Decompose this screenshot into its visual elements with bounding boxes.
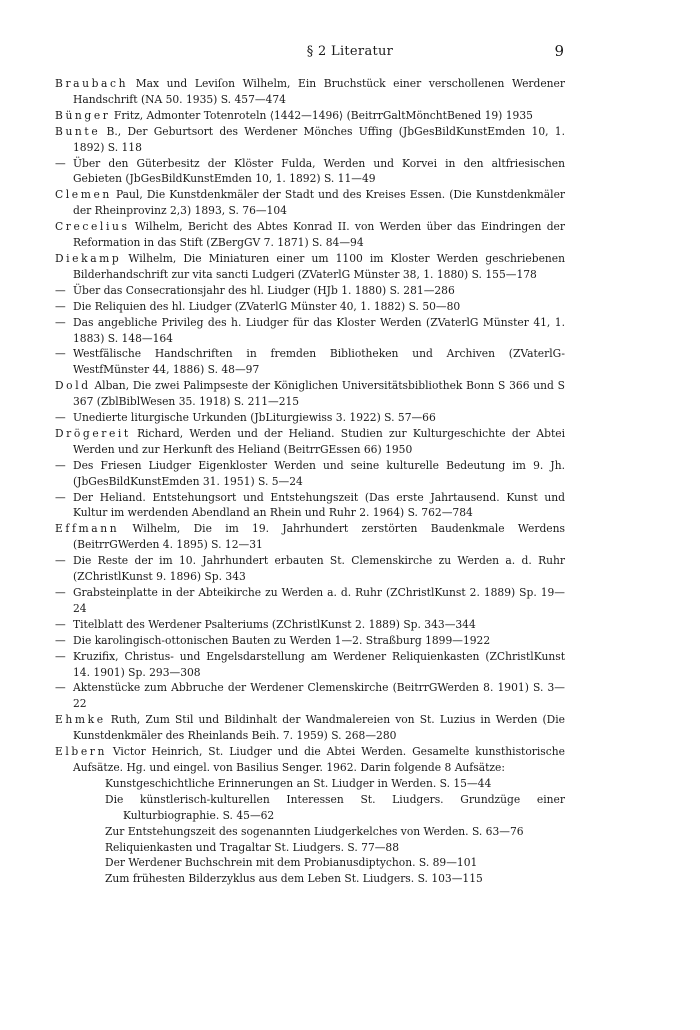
entry-text: Unedierte liturgische Urkunden (JbLiturgiewiss 3. 1922) S. 57—66 xyxy=(73,411,436,425)
bibliography-subentry xyxy=(55,553,565,585)
bibliography-entry xyxy=(55,521,565,553)
author-surname: Clemen xyxy=(55,188,112,202)
page-number: 9 xyxy=(554,42,564,60)
entry-text: Aktenstücke zum Abbruche der Werdener Clemenskirche (BeitrrGWerden 8. 1901) S. 3—22 xyxy=(73,681,565,711)
bibliography-subentry xyxy=(55,410,565,426)
entry-text: Wilhelm, Die im 19. Jahrhundert zerstörten Baudenkmale Werdens (BeitrrGWerden 4. 1895) S. 12—31 xyxy=(73,522,565,552)
bibliography-entry xyxy=(55,108,565,124)
ditto-dash: — xyxy=(55,315,66,329)
ditto-dash: — xyxy=(55,649,66,663)
contents-item: Der Werdener Buchschrein mit dem Probianusdiptychon. S. 89—101 xyxy=(105,856,478,870)
contents-item: Reliquienkasten und Tragaltar St. Liudgers. S. 77—88 xyxy=(105,840,400,854)
entry-text: Grabsteinplatte in der Abteikirche zu Werden a. d. Ruhr (ZChristlKunst 2. 1889) Sp. 19—24 xyxy=(73,586,565,615)
contents-item: Kunstgeschichtliche Erinnerungen an St. Liudger in Werden. S. 15—44 xyxy=(105,776,492,790)
author-surname: Diekamp xyxy=(55,251,122,265)
entry-text: Des Friesen Liudger Eigenkloster Werden und seine kulturelle Bedeutung im 9. Jh. (JbGesBildKunstEmden 31. 1951) S. 5—24 xyxy=(73,458,565,488)
author-surname: Effmann xyxy=(55,522,120,536)
contents-item: Zur Entstehungszeit des sogenannten Liudgerkelches von Werden. S. 63—76 xyxy=(105,824,524,838)
bibliography-subentry xyxy=(55,490,565,522)
entry-text: Max und Leviſon Wilhelm, Ein Bruchstück einer verschollenen Werdener Handschrift (NA 50. 1935) S. 457—474 xyxy=(73,77,565,106)
bibliography-subentry xyxy=(55,633,565,649)
ditto-dash: — xyxy=(55,633,66,647)
ditto-dash: — xyxy=(55,458,66,472)
entry-text: Victor Heinrich, St. Liudger und die Abtei Werden. Gesamelte kunsthistorische Aufsätze. Hg. und eingel. von Basilius Senger. 1962. Darin folgende 8 Aufsätze: xyxy=(73,745,565,774)
bibliography-subentry xyxy=(55,346,565,378)
ditto-dash: — xyxy=(55,490,66,504)
bibliography-subentry xyxy=(55,649,565,681)
entry-text: Kruzifix, Christus- und Engelsdarstellung am Werdener Reliquienkasten (ZChristlKunst 14. 1901) Sp. 293—308 xyxy=(73,649,565,679)
entry-text: Der Heliand. Entstehungsort und Entstehungszeit (Das erste Jahrtausend. Kunst und Kultur im werdenden Abendland an Rhein und Ruhr 2. 1964) S. 762—784 xyxy=(73,490,565,520)
author-surname: Braubach xyxy=(55,77,129,90)
bibliography-subentry xyxy=(55,680,565,712)
bibliography-entry xyxy=(55,124,565,156)
entry-text: Das angebliche Privileg des h. Liudger für das Kloster Werden (ZVaterlG Münster 41, 1. 1883) S. 148—164 xyxy=(73,315,565,345)
author-surname: Elbern xyxy=(55,745,107,759)
entry-text: Titelblatt des Werdener Psalteriums (ZChristlKunst 2. 1889) Sp. 343—344 xyxy=(73,617,476,631)
bibliography-subentry xyxy=(55,585,565,617)
ditto-dash: — xyxy=(55,156,66,170)
ditto-dash: — xyxy=(55,411,66,425)
entry-text: Die Reliquien des hl. Liudger (ZVaterlG Münster 40, 1. 1882) S. 50—80 xyxy=(73,299,461,313)
entry-text: Paul, Die Kunstdenkmäler der Stadt und des Kreises Essen. (Die Kunstdenkmäler der Rheinprovinz 2,3) 1893, S. 76—104 xyxy=(73,188,565,218)
bibliography-entry xyxy=(55,187,565,219)
bibliography-entry xyxy=(55,378,565,410)
contents-item: Die künstlerisch-kulturellen Interessen St. Liudgers. Grundzüge einer Kulturbiographie. S. 45—62 xyxy=(105,792,565,822)
entry-text: Über das Consecrationsjahr des hl. Liudger (HJb 1. 1880) S. 281—286 xyxy=(73,283,455,297)
entry-text: Ruth, Zum Stil und Bildinhalt der Wandmalereien von St. Luzius in Werden (Die Kunstdenkmäler des Rheinlands Beih. 7. 1959) S. 268—280 xyxy=(73,713,565,743)
ditto-dash: — xyxy=(55,347,66,361)
entry-text: Richard, Werden und der Heliand. Studien zur Kulturgeschichte der Abtei Werden und zur Herkunft des Heliand (BeitrrGEssen 66) 1950 xyxy=(73,426,565,456)
author-surname: Bünger xyxy=(55,108,111,122)
entry-text: Wilhelm, Bericht des Abtes Konrad II. von Werden über das Eindringen der Reformation in das Stift (ZBergGV 7. 1871) S. 84—94 xyxy=(73,220,565,250)
entry-text: B., Der Geburtsort des Werdener Mönches Uffing (JbGesBildKunstEmden 10, 1. 1892) S. 118 xyxy=(73,124,565,154)
entry-text: Die karolingisch-ottonischen Bauten zu Werden 1—2. Straßburg 1899—1922 xyxy=(73,633,491,647)
bibliography-subentry xyxy=(55,283,565,299)
bibliography-subentry xyxy=(55,299,565,315)
author-surname: Bunte xyxy=(55,124,101,138)
ditto-dash: — xyxy=(55,681,66,695)
bibliography-entry xyxy=(55,744,565,776)
bibliography-list xyxy=(55,76,565,887)
entry-text: Fritz, Admonter Totenroteln ⟨1442—1496⟩ (BeitrrGaltMönchtBened 19) 1935 xyxy=(110,108,533,122)
bibliography-entry xyxy=(55,426,565,458)
ditto-dash: — xyxy=(55,617,66,631)
bibliography-entry xyxy=(55,251,565,283)
bibliography-subentry xyxy=(55,458,565,490)
section-title: § 2 Literatur xyxy=(306,44,394,59)
ditto-dash: — xyxy=(55,299,66,313)
bibliography-subentry xyxy=(55,617,565,633)
ditto-dash: — xyxy=(55,283,66,297)
author-surname: Crecelius xyxy=(55,220,130,234)
bibliography-subentry xyxy=(55,156,565,188)
contents-list xyxy=(55,776,565,887)
contents-item: Zum frühesten Bilderzyklus aus dem Leben St. Liudgers. S. 103—115 xyxy=(105,872,483,886)
author-surname: Dold xyxy=(55,379,91,393)
entry-text: Wilhelm, Die Miniaturen einer um 1100 im Kloster Werden geschriebenen Bilderhandschrift zur vita sancti Ludgeri (ZVaterlG Münster 38, 1. 1880) S. 155—178 xyxy=(73,251,565,281)
bibliography-entry xyxy=(55,76,565,108)
bibliography-entry xyxy=(55,219,565,251)
author-surname: Drögereit xyxy=(55,426,131,440)
ditto-dash: — xyxy=(55,586,66,599)
bibliography-subentry xyxy=(55,315,565,347)
entry-text: Westfälische Handschriften in fremden Bibliotheken und Archiven (ZVaterlG-WestfMünster 44, 1886) S. 48—97 xyxy=(73,347,565,377)
entry-text: Die Reste der im 10. Jahrhundert erbauten St. Clemenskirche zu Werden a. d. Ruhr (ZChristlKunst 9. 1896) Sp. 343 xyxy=(73,554,565,584)
entry-text: Alban, Die zwei Palimpseste der Königlichen Universitätsbibliothek Bonn S 366 und S 367 (ZblBiblWesen 35. 1918) S. 211—215 xyxy=(73,379,565,409)
running-header xyxy=(0,44,700,64)
ditto-dash: — xyxy=(55,554,66,568)
entry-text: Über den Güterbesitz der Klöster Fulda, Werden und Korvei in den altfriesischen Gebieten (JbGesBildKunstEmden 10, 1. 1892) S. 11—49 xyxy=(73,156,565,186)
bibliography-entry xyxy=(55,712,565,744)
author-surname: Ehmke xyxy=(55,713,106,727)
